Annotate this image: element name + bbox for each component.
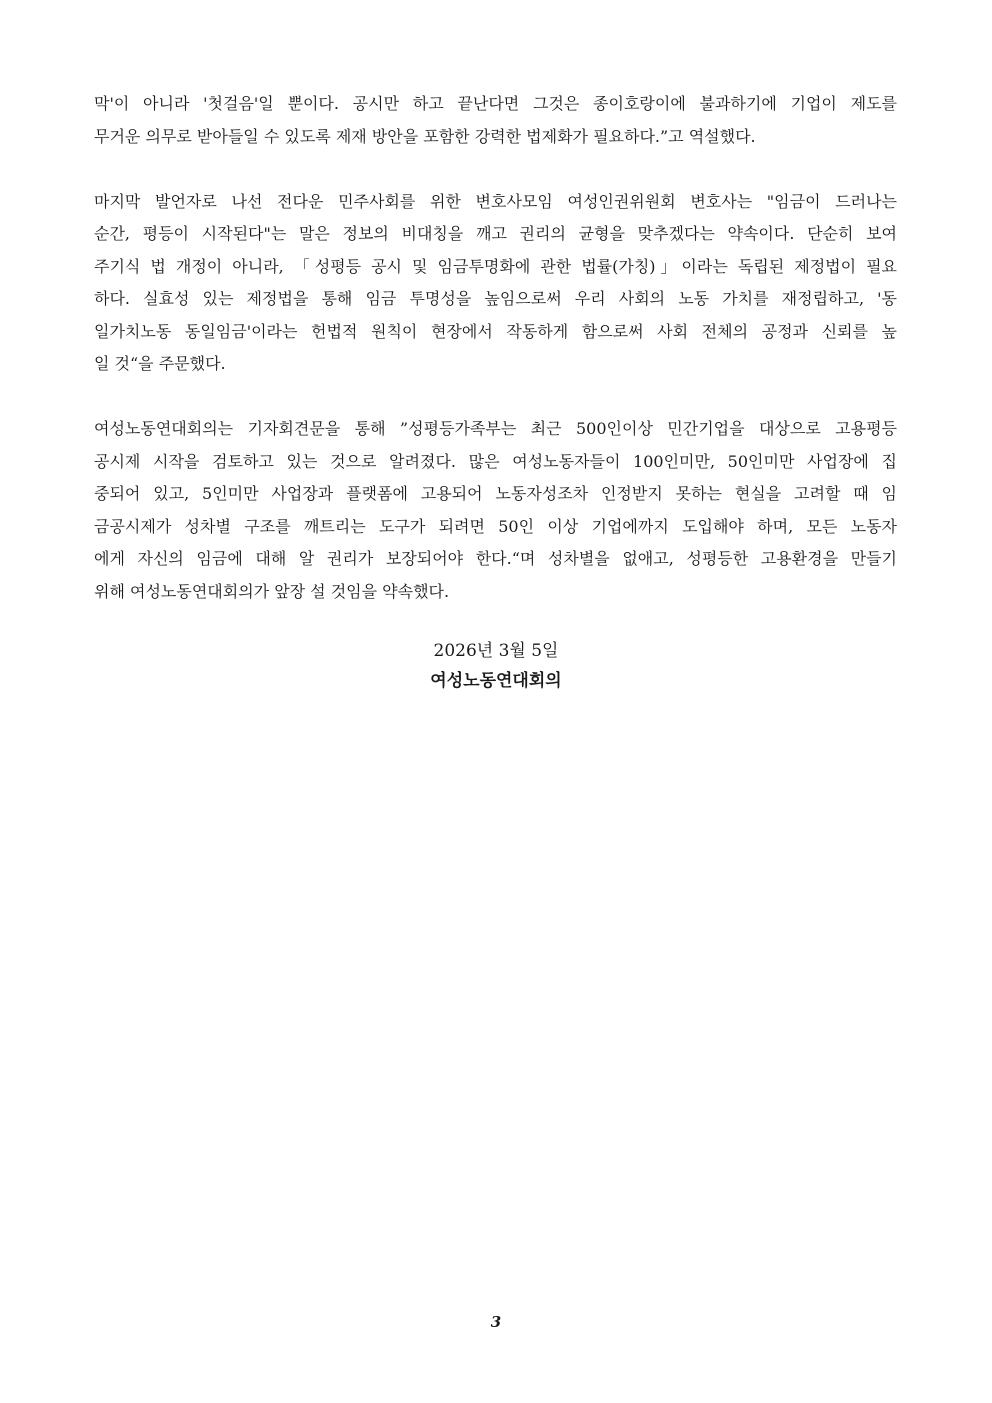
- paragraph-line: 여성노동연대회의는 기자회견문을 통해 ”성평등가족부는 최근 500인이상 민간기업을 대상으로 고용평등: [94, 419, 897, 438]
- signature-date: 2026년 3월 5일: [433, 641, 559, 661]
- paragraph-1: [94, 88, 897, 153]
- paragraph-line: 위해 여성노동연대회의가 앞장 설 것임을 약속했다.: [94, 581, 450, 601]
- paragraph-2: [94, 186, 897, 381]
- paragraph-line: 막'이 아니라 '첫걸음'일 뿐이다. 공시만 하고 끝난다면 그것은 종이호랑이에 불과하기에 기업이 제도를: [94, 94, 897, 113]
- signature-block: [0, 636, 992, 696]
- paragraph-line: 일가치노동 동일임금'이라는 헌법적 원칙이 현장에서 작동하게 함으로써 사회 전체의 공정과 신뢰를 높: [94, 321, 897, 341]
- paragraph-line: 마지막 발언자로 나선 전다운 민주사회를 위한 변호사모임 여성인권위원회 변호사는 "임금이 드러나는: [94, 191, 897, 211]
- paragraph-line: 하다. 실효성 있는 제정법을 통해 임금 투명성을 높임으로써 우리 사회의 노동 가치를 재정립하고, '동: [94, 289, 897, 308]
- paragraph-line: 금공시제가 성차별 구조를 깨트리는 도구가 되려면 50인 이상 기업에까지 도입해야 하며, 모든 노동자: [94, 516, 897, 536]
- paragraph-line: 중되어 있고, 5인미만 사업장과 플랫폼에 고용되어 노동자성조차 인정받지 못하는 현실을 고려할 때 임: [94, 484, 897, 503]
- paragraph-line: 일 것“을 주문했다.: [94, 354, 226, 373]
- paragraph-3: [94, 413, 897, 608]
- paragraph-line: 주기식 법 개정이 아니라, 「성평등 공시 및 임금투명화에 관한 법률(가칭)」이라는 독립된 제정법이 필요: [94, 256, 897, 276]
- document-body: [94, 88, 897, 608]
- paragraph-line: 순간, 평등이 시작된다"는 말은 정보의 비대칭을 깨고 권리의 균형을 맞추겠다는 약속이다. 단순히 보여: [94, 224, 897, 243]
- paragraph-line: 공시제 시작을 검토하고 있는 것으로 알려졌다. 많은 여성노동자들이 100인미만, 50인미만 사업장에 집: [94, 451, 897, 471]
- signature-organization: 여성노동연대회의: [430, 671, 562, 691]
- paragraph-line: 에게 자신의 임금에 대해 알 권리가 보장되어야 한다.“며 성차별을 없애고, 성평등한 고용환경을 만들기: [94, 549, 897, 568]
- paragraph-line: 무거운 의무로 받아들일 수 있도록 제재 방안을 포함한 강력한 법제화가 필요하다.”고 역설했다.: [94, 126, 756, 146]
- page-number: 3: [490, 1313, 502, 1331]
